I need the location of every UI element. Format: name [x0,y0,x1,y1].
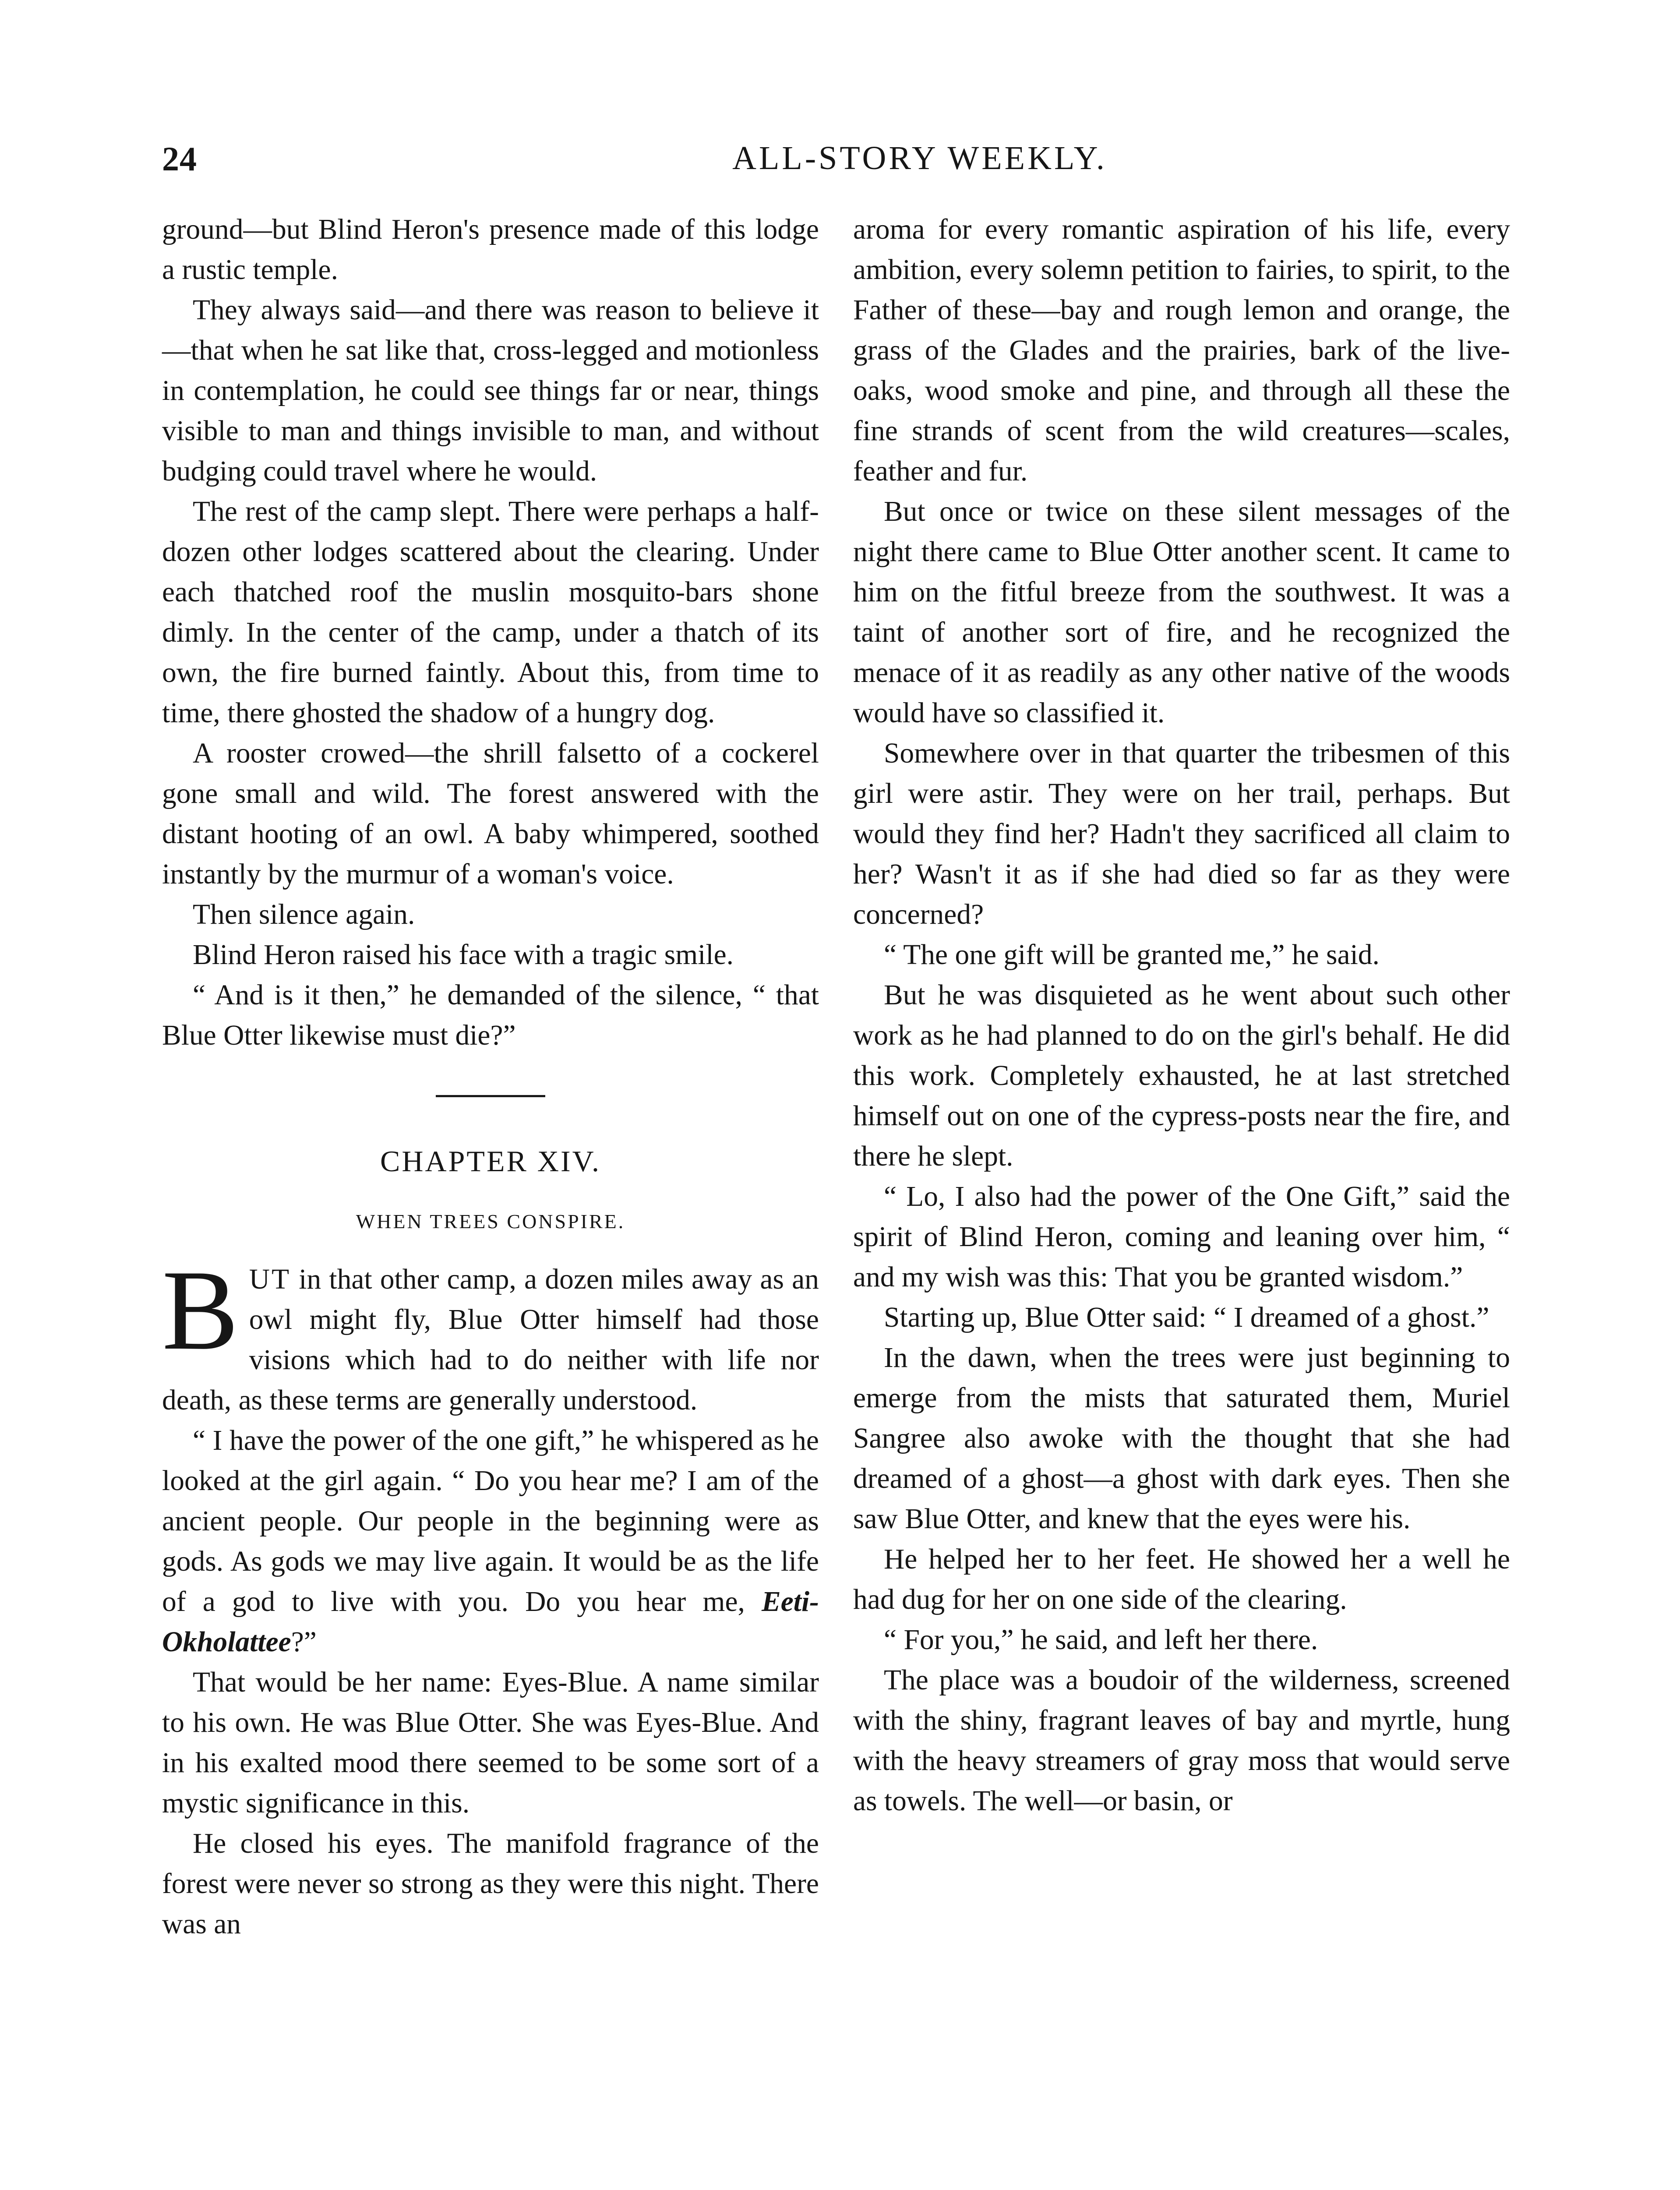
page-header [162,139,1520,192]
paragraph: Then silence again. [193,899,415,930]
paragraph: “ Lo, I also had the power of the One Gift,” said the spirit of Blind Heron, coming and leaning over him, “ and my wish was this: That you be granted wisdom.” [853,1181,1510,1293]
paragraph: The place was a boudoir of the wilderness, screened with the shiny, fragrant leaves of bay and myrtle, hung with the heavy streamers of gray moss that would serve as towels. The well—or basin, or [853,1664,1510,1817]
paragraph-text: ?” [291,1626,317,1658]
paragraph: A rooster crowed—the shrill falsetto of a cockerel gone small and wild. The forest answered with the distant hooting of an owl. A baby whimpered, soothed instantly by the murmur of a woman's voice. [162,738,819,890]
paragraph-text: “ I have the power of the one gift,” he whispered as he looked at the girl again. “ Do you hear me? I am of the ancient people. Our people in the beginning were as gods. As gods we may live again. It would be as the life of a god to live with you. Do you hear me, [162,1425,819,1618]
paragraph: “ And is it then,” he demanded of the silence, “ that Blue Otter likewise must die?” [162,979,819,1051]
left-column [162,209,819,1944]
paragraph: But once or twice on these silent messages of the night there came to Blue Otter another scent. It came to him on the fitful breeze from the southwest. It was a taint of another sort of fire, and he recognized the menace of it as readily as any other native of the woods would have so classified it. [853,496,1510,729]
paragraph: He helped her to her feet. He showed her a well he had dug for her on one side of the clearing. [853,1544,1510,1615]
paragraph: They always said—and there was reason to believe it—that when he sat like that, cross-legged and motionless in contemplation, he could see things far or near, things visible to man and things invisible to man, and without budging could travel where he would. [162,294,819,487]
italic-name: Eeti-Okholattee [162,1586,819,1658]
section-divider [436,1095,545,1097]
paragraph: The rest of the camp slept. There were perhaps a half-dozen other lodges scattered about the clearing. Under each thatched roof the muslin mosquito-bars shone dimly. In the center of the camp, under a thatch of its own, the fire burned faintly. About this, from time to time, there ghosted the shadow of a hungry dog. [162,496,819,729]
paragraph: Starting up, Blue Otter said: “ I dreamed of a ghost.” [884,1302,1489,1333]
chapter-opening-paragraph [162,1247,819,1420]
right-column [853,209,1510,1821]
paragraph: ground—but Blind Heron's presence made of this lodge a rustic temple. [162,214,819,286]
paragraph: That would be her name: Eyes-Blue. A name similar to his own. He was Blue Otter. She was Eyes-Blue. And in his exalted mood there seemed to be some sort of a mystic significance in this. [162,1667,819,1819]
paragraph: But he was disquieted as he went about such other work as he had planned to do on the girl's behalf. He did this work. Completely exhausted, he at last stretched himself out on one of the cypress-posts near the fire, and there he slept. [853,979,1510,1172]
paragraph: He closed his eyes. The manifold fragrance of the forest were never so strong as they were this night. There was an [162,1828,819,1940]
paragraph: “ The one gift will be granted me,” he said. [884,939,1380,971]
paragraph: Blind Heron raised his face with a tragic smile. [193,939,734,971]
chapter-subtitle: WHEN TREES CONSPIRE. [356,1210,625,1233]
page-number: 24 [162,140,197,178]
paragraph [162,1420,819,1662]
paragraph: “ For you,” he said, and left her there. [884,1624,1318,1656]
drop-cap: B [162,1247,239,1374]
running-title: ALL-STORY WEEKLY. [732,140,1107,177]
paragraph: aroma for every romantic aspiration of his life, every ambition, every solemn petition to fairies, to spirit, to the Father of these—bay and rough lemon and orange, the grass of the Glades and the prairies, bark of the live-oaks, wood smoke and pine, and through all these the fine strands of scent from the wild creatures—scales, feather and fur. [853,214,1510,487]
paragraph: In the dawn, when the trees were just beginning to emerge from the mists that saturated them, Muriel Sangree also awoke with the thought that she had dreamed of a ghost—a ghost with dark eyes. Then she saw Blue Otter, and knew that the eyes were his. [853,1342,1510,1535]
chapter-title: CHAPTER XIV. [380,1144,601,1178]
paragraph-text: in that other camp, a dozen miles away as an owl might fly, Blue Otter himself had those visions which had to do neither with life nor death, as these terms are generally understood. [162,1264,819,1416]
paragraph: Somewhere over in that quarter the tribesmen of this girl were astir. They were on her trail, perhaps. But would they find her? Hadn't they sacrificed all claim to her? Wasn't it as if she had died so far as they were concerned? [853,738,1510,930]
small-caps-lead: UT [249,1264,291,1295]
